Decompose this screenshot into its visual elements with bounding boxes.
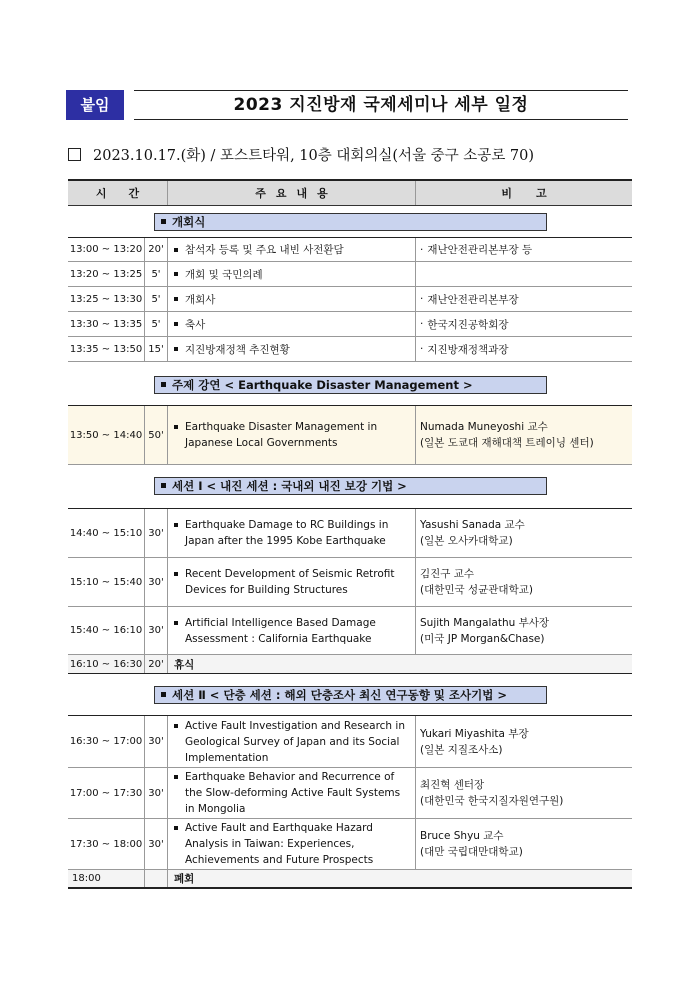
row-note: Yukari Miyashita 부장 (일본 지질조사소)	[420, 727, 529, 756]
bullet-icon	[161, 219, 166, 224]
bullet-icon	[174, 272, 178, 276]
row-time: 13:50 ~ 14:40	[68, 406, 145, 464]
row-content: 폐회	[174, 873, 195, 885]
row-content: Earthquake Disaster Management in Japanese Local Governments	[168, 406, 416, 464]
row-time: 18:00	[68, 870, 145, 887]
bullet-icon	[174, 775, 178, 779]
break-row	[68, 655, 632, 674]
table-row	[68, 238, 632, 262]
row-time: 16:30 ~ 17:00	[68, 716, 145, 767]
bullet-icon	[174, 621, 178, 625]
row-duration: 15'	[145, 337, 168, 361]
bullet-icon	[174, 322, 178, 326]
row-content: 지진방재정책 추진현황	[168, 337, 416, 361]
section-title: 세션 Ⅰ < 내진 세션 : 국내외 내진 보강 기법 >	[172, 479, 407, 493]
row-note: Numada Muneyoshi 교수 (일본 도쿄대 재해대책 트레이닝 센터)	[420, 421, 594, 449]
event-dateline	[68, 144, 534, 164]
section-title: 세션 Ⅱ < 단층 세션 : 해외 단층조사 최신 연구동향 및 조사기법 >	[172, 688, 507, 702]
row-content: Active Fault Investigation and Research in Geological Survey of Japan and its Social Implementation	[168, 716, 416, 767]
table-row	[68, 312, 632, 337]
row-time: 16:10 ~ 16:30	[68, 655, 145, 673]
bullet-icon	[174, 347, 178, 351]
bullet-icon	[174, 248, 178, 252]
row-time: 13:20 ~ 13:25	[68, 262, 145, 286]
row-note: 최진혁 센터장 (대한민국 한국지질자원연구원)	[420, 779, 564, 807]
row-note: · 재난안전관리본부장	[420, 293, 519, 306]
row-content: Earthquake Behavior and Recurrence of the Slow-deforming Active Fault Systems in Mongolia	[168, 768, 416, 818]
table-row	[68, 337, 632, 362]
bullet-icon	[174, 425, 178, 429]
dot-marker: ·	[420, 343, 424, 355]
bullet-icon	[174, 297, 178, 301]
section-header	[68, 362, 632, 406]
row-duration: 30'	[145, 768, 168, 818]
bullet-icon	[161, 483, 166, 488]
table-row	[68, 262, 632, 287]
row-time: 15:40 ~ 16:10	[68, 607, 145, 654]
row-content: 축사	[168, 312, 416, 336]
table-row	[68, 558, 632, 607]
checkbox-icon	[68, 148, 81, 161]
column-header-note: 비고	[501, 187, 571, 200]
table-row	[68, 768, 632, 819]
section-header	[68, 674, 632, 716]
bullet-icon	[161, 692, 166, 697]
row-duration: 50'	[145, 406, 168, 464]
row-duration: 30'	[145, 819, 168, 869]
dateline-text: 2023.10.17.(화) / 포스트타워, 10층 대회의실(서울 중구 소공로 70)	[93, 148, 535, 164]
row-content: Earthquake Damage to RC Buildings in Japan after the 1995 Kobe Earthquake	[168, 509, 416, 557]
row-duration	[145, 870, 168, 887]
section-header	[68, 206, 632, 238]
row-duration: 20'	[145, 655, 168, 673]
column-header-time: 시간	[68, 181, 168, 205]
row-note: 김진구 교수 (대한민국 성균관대학교)	[420, 568, 533, 596]
dot-marker: ·	[420, 243, 424, 256]
table-row	[68, 716, 632, 768]
table-row	[68, 406, 632, 465]
row-time: 13:35 ~ 13:50	[68, 337, 145, 361]
row-duration: 30'	[145, 558, 168, 606]
row-note: Bruce Shyu 교수 (대만 국립대만대학교)	[420, 830, 523, 858]
bullet-icon	[174, 523, 178, 527]
dot-marker: ·	[420, 293, 424, 305]
bullet-icon	[161, 382, 166, 387]
column-header-content: 주요내용	[168, 181, 416, 205]
bullet-icon	[174, 572, 178, 576]
row-duration: 5'	[145, 287, 168, 311]
row-content: 참석자 등록 및 주요 내빈 사전환담	[168, 238, 416, 261]
table-row	[68, 509, 632, 558]
table-row	[68, 607, 632, 655]
closing-row	[68, 870, 632, 889]
row-content: 개회사	[168, 287, 416, 311]
table-row	[68, 819, 632, 870]
row-time: 13:00 ~ 13:20	[68, 238, 145, 261]
row-content: 휴식	[174, 658, 195, 671]
row-content: Active Fault and Earthquake Hazard Analysis in Taiwan: Experiences, Achievements and Future Prospects	[168, 819, 416, 869]
row-note: · 지진방재정책과장	[420, 343, 509, 356]
attachment-badge: 붙임	[66, 90, 124, 120]
row-time: 15:10 ~ 15:40	[68, 558, 145, 606]
row-duration: 30'	[145, 509, 168, 557]
row-time: 13:25 ~ 13:30	[68, 287, 145, 311]
row-duration: 20'	[145, 238, 168, 261]
row-content: Artificial Intelligence Based Damage Assessment : California Earthquake	[168, 607, 416, 654]
bullet-icon	[174, 826, 178, 830]
row-time: 13:30 ~ 13:35	[68, 312, 145, 336]
row-duration: 30'	[145, 607, 168, 654]
page-header	[66, 90, 628, 120]
dot-marker: ·	[420, 318, 424, 330]
row-note: Yasushi Sanada 교수 (일본 오사카대학교)	[420, 519, 525, 547]
table-row	[68, 287, 632, 312]
row-duration: 30'	[145, 716, 168, 767]
row-duration: 5'	[145, 262, 168, 286]
page-title: 2023 지진방재 국제세미나 세부 일정	[134, 90, 628, 120]
section-header	[68, 465, 632, 509]
row-content: Recent Development of Seismic Retrofit Devices for Building Structures	[168, 558, 416, 606]
row-note: Sujith Mangalathu 부사장 (미국 JP Morgan&Chase)	[420, 616, 550, 645]
schedule-table	[68, 179, 632, 889]
row-duration: 5'	[145, 312, 168, 336]
row-time: 17:30 ~ 18:00	[68, 819, 145, 869]
row-time: 17:00 ~ 17:30	[68, 768, 145, 818]
row-note: · 한국지진공학회장	[420, 318, 509, 331]
section-title: 주제 강연 < Earthquake Disaster Management >	[172, 378, 473, 392]
bullet-icon	[174, 724, 178, 728]
row-note: · 재난안전관리본부장 등	[420, 243, 533, 256]
row-note	[416, 262, 632, 286]
section-title: 개회식	[172, 215, 206, 229]
table-header	[68, 179, 632, 206]
row-content: 개회 및 국민의례	[168, 262, 416, 286]
row-time: 14:40 ~ 15:10	[68, 509, 145, 557]
